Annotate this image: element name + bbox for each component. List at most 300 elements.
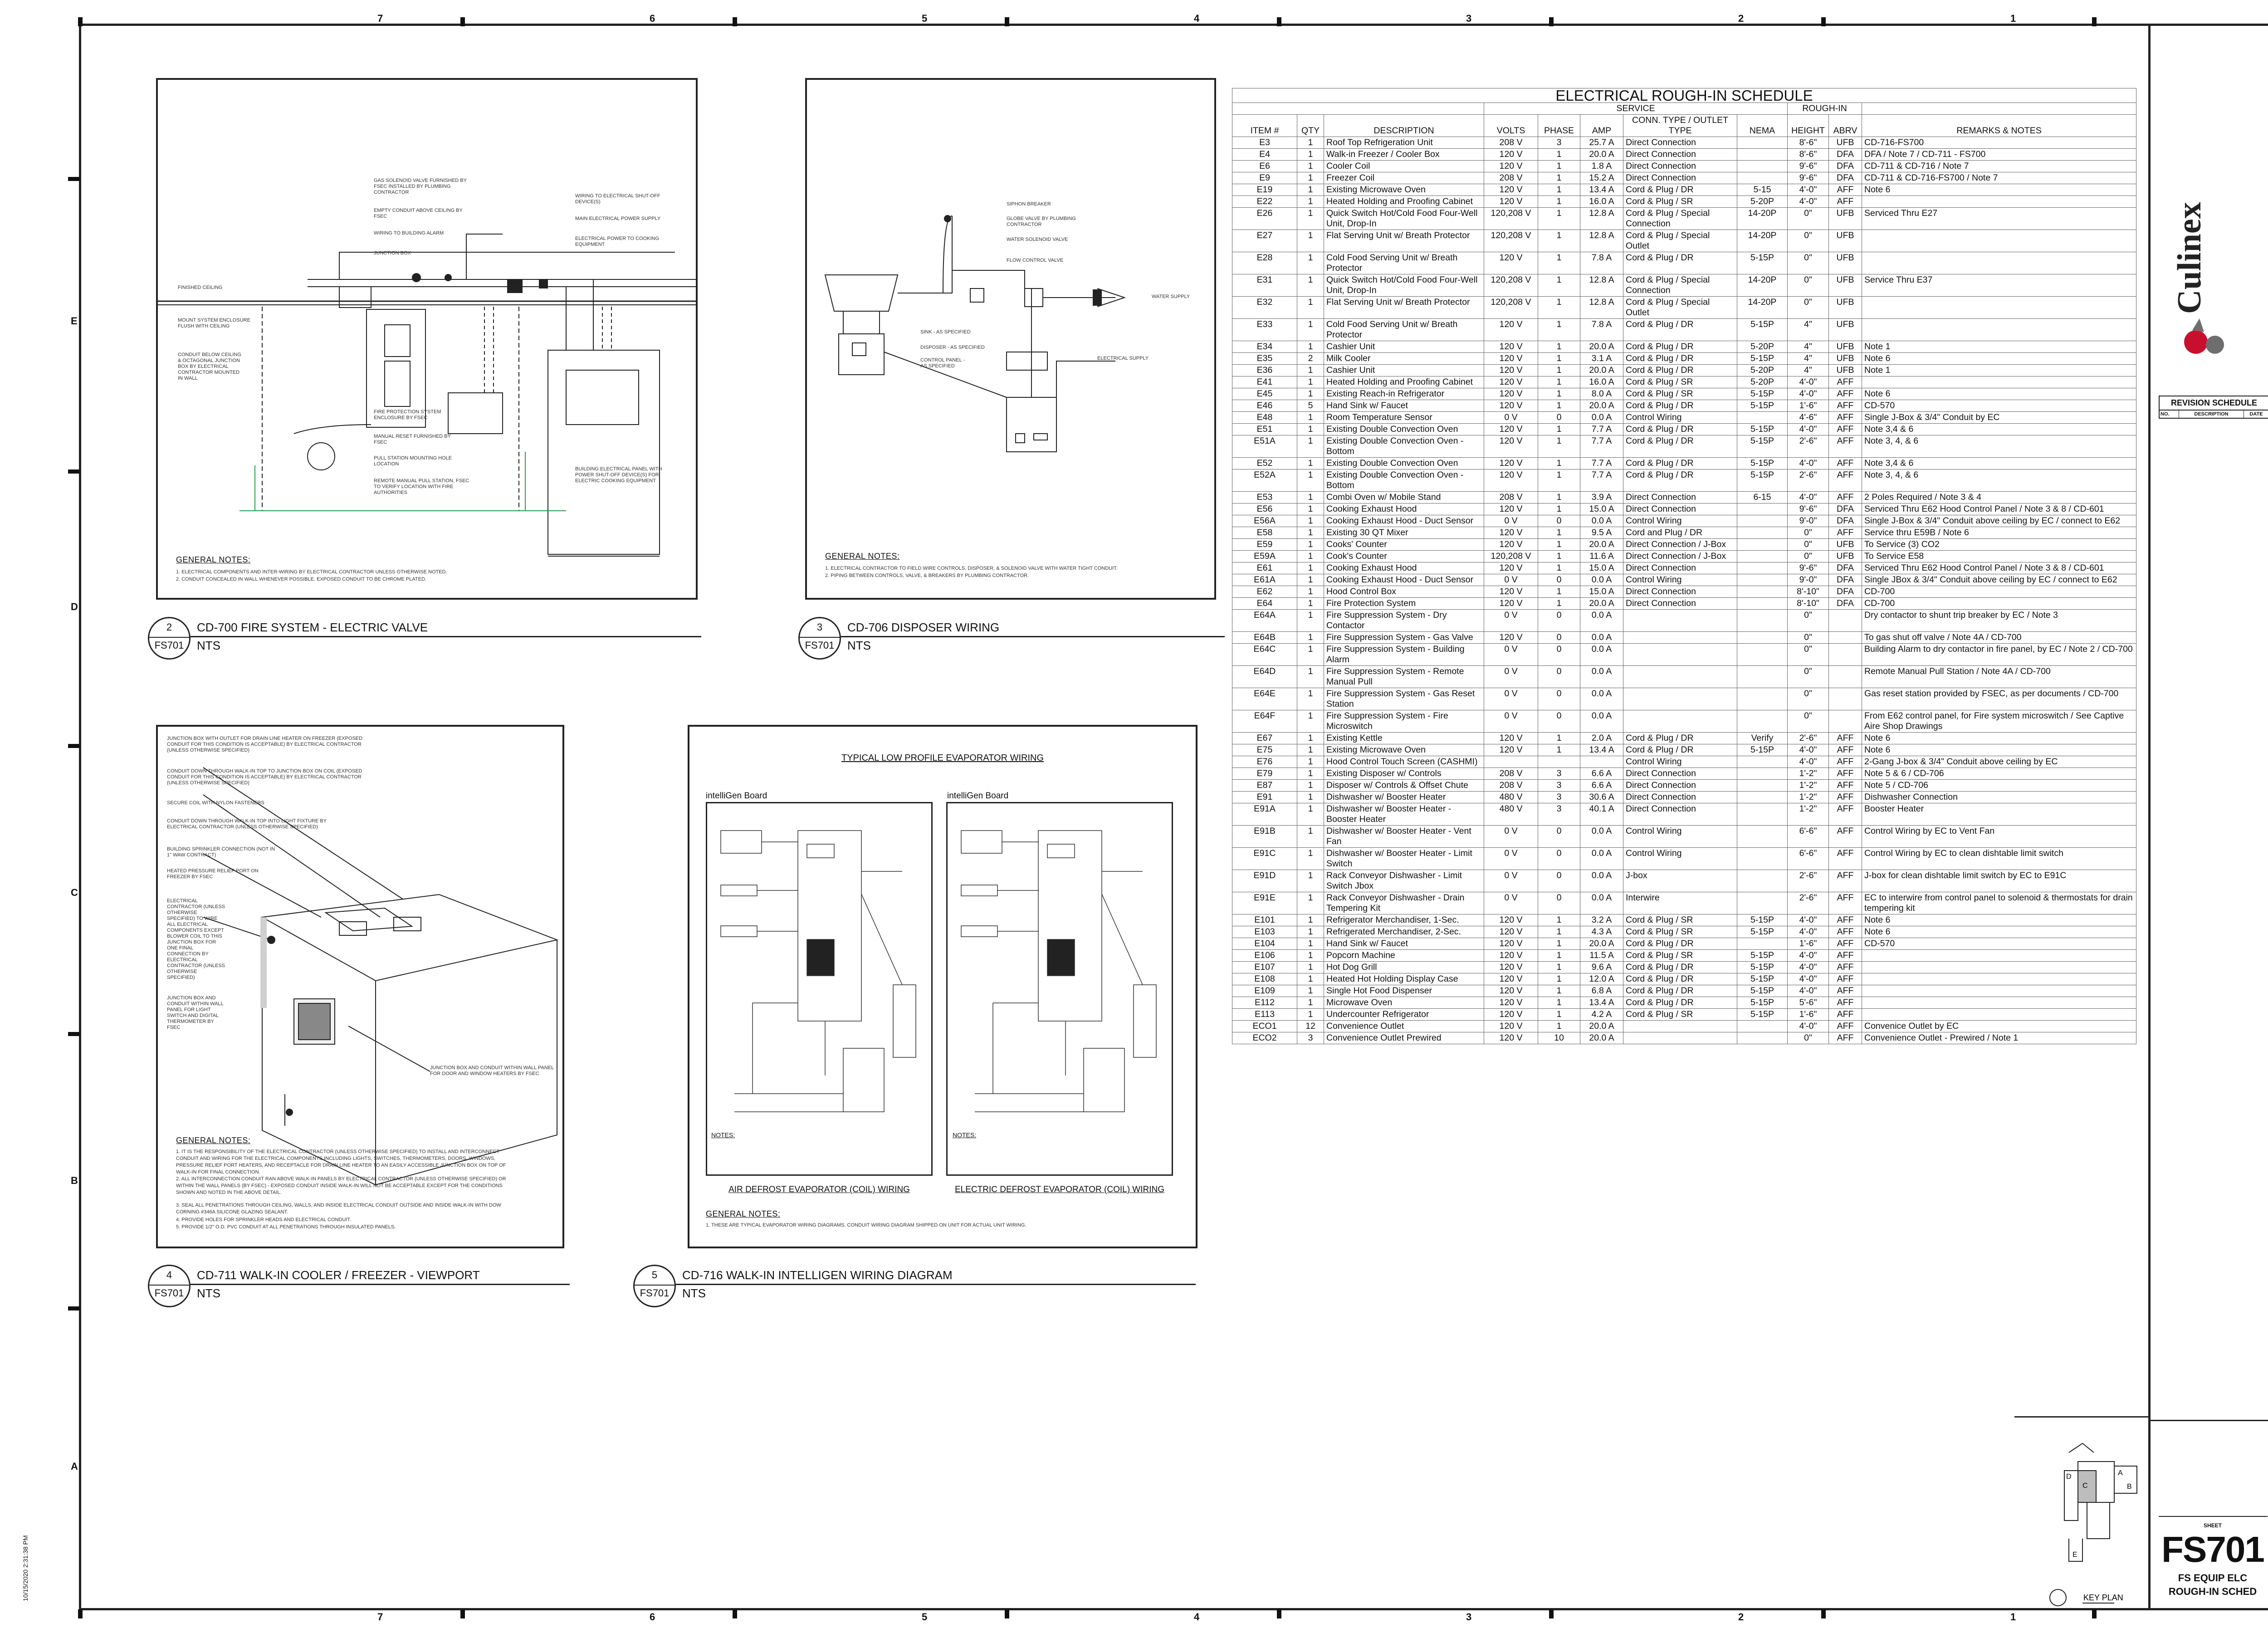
schedule-cell: 0 [1538, 666, 1580, 688]
schedule-cell [1623, 610, 1737, 632]
schedule-cell: Control Wiring by EC to clean dishtable limit switch [1862, 848, 2136, 870]
schedule-cell: 1 [1538, 744, 1580, 756]
schedule-cell: 1 [1538, 973, 1580, 985]
schedule-cell: To Service (3) CO2 [1862, 539, 2136, 551]
key-plan [2014, 1434, 2151, 1607]
schedule-cell: 1'-2" [1788, 803, 1829, 826]
schedule-cell: 0" [1788, 230, 1829, 252]
schedule-cell: 1 [1538, 1021, 1580, 1032]
callout-text: BUILDING SPRINKLER CONNECTION (NOT IN 1" WAW CONTRACT) [167, 846, 275, 858]
fire-system-drawing [158, 80, 696, 598]
schedule-cell [1580, 756, 1623, 768]
schedule-cell: AFF [1829, 733, 1862, 744]
schedule-cell: Cord and Plug / DR [1623, 527, 1737, 539]
schedule-cell: 1 [1297, 539, 1324, 551]
callout-text: FINISHED CEILING [178, 285, 223, 290]
detail-walkin-panel [156, 725, 564, 1248]
electric-defrost-wiring-box [946, 802, 1173, 1176]
electrical-rough-in-schedule [1232, 88, 2136, 1044]
zone-number: 6 [650, 1611, 655, 1623]
schedule-cell: 11.5 A [1580, 950, 1623, 962]
schedule-cell: DFA [1829, 574, 1862, 586]
schedule-cell: DFA [1829, 562, 1862, 574]
schedule-row [1232, 562, 2136, 574]
svg-text:Culinex: Culinex [2171, 202, 2208, 314]
schedule-cell: Cord & Plug / DR [1623, 973, 1737, 985]
air-defrost-caption: AIR DEFROST EVAPORATOR (COIL) WIRING [728, 1185, 910, 1194]
callout-text: SECURE COIL WITH NYLON FASTENERS [167, 800, 264, 806]
schedule-cell: 120 V [1484, 424, 1538, 435]
schedule-cell: 4'-0" [1788, 744, 1829, 756]
schedule-cell: E64B [1232, 632, 1297, 644]
schedule-cell: 120 V [1484, 365, 1538, 376]
callout-text: FIRE PROTECTION SYSTEM ENCLOSURE BY FSEC [374, 409, 441, 420]
callout-text: ELECTRICAL SUPPLY [1097, 356, 1149, 361]
schedule-cell: Cord & Plug / Special Outlet [1623, 297, 1737, 319]
schedule-cell: E101 [1232, 914, 1297, 926]
schedule-cell [1829, 688, 1862, 710]
schedule-cell: 2'-6" [1788, 870, 1829, 892]
schedule-cell: E45 [1232, 388, 1297, 400]
callout-text: CONDUIT DOWN THROUGH WALK-IN TOP TO JUNCTION BOX ON COIL (EXPOSED CONDUIT FOR THIS CONDITION IS ACCEPTABLE) BY ELECTRICAL CONTRACTOR (UNLESS OTHERWISE SPECIFIED) [167, 768, 362, 786]
zone-letter: A [71, 1461, 78, 1472]
schedule-cell [1737, 870, 1788, 892]
schedule-row [1232, 365, 2136, 376]
air-defrost-wiring-box [706, 802, 933, 1176]
schedule-cell: 5-15P [1737, 469, 1788, 492]
schedule-cell: 1 [1538, 950, 1580, 962]
schedule-cell: 1 [1538, 172, 1580, 184]
schedule-cell: 5 [1297, 400, 1324, 412]
schedule-cell: Cord & Plug / DR [1623, 997, 1737, 1009]
schedule-cell: Verify [1737, 733, 1788, 744]
schedule-cell: 1 [1297, 172, 1324, 184]
schedule-row [1232, 914, 2136, 926]
schedule-cell: 1 [1297, 319, 1324, 341]
schedule-cell: 12.8 A [1580, 297, 1623, 319]
schedule-cell: 1 [1297, 504, 1324, 515]
schedule-cell: 120 V [1484, 1032, 1538, 1044]
schedule-cell: 4'-0" [1788, 962, 1829, 973]
schedule-cell: 1 [1538, 435, 1580, 458]
schedule-row [1232, 492, 2136, 504]
schedule-cell: Hand Sink w/ Faucet [1324, 400, 1484, 412]
schedule-cell: AFF [1829, 196, 1862, 208]
schedule-row [1232, 161, 2136, 172]
schedule-cell: 1 [1297, 1009, 1324, 1021]
schedule-cell: 16.0 A [1580, 376, 1623, 388]
schedule-cell: 0.0 A [1580, 632, 1623, 644]
schedule-cell: 1 [1538, 161, 1580, 172]
schedule-cell [1737, 803, 1788, 826]
schedule-cell: E46 [1232, 400, 1297, 412]
schedule-cell: 5-15P [1737, 400, 1788, 412]
electric-defrost-caption: ELECTRIC DEFROST EVAPORATOR (COIL) WIRING [954, 1185, 1165, 1194]
schedule-cell: 480 V [1484, 803, 1538, 826]
schedule-cell: Rack Conveyor Dishwasher - Drain Tempering Kit [1324, 892, 1484, 914]
schedule-cell: J-box [1623, 870, 1737, 892]
schedule-cell: 7.7 A [1580, 469, 1623, 492]
schedule-cell: 15.0 A [1580, 586, 1623, 598]
schedule-cell: Control Wiring [1623, 756, 1737, 768]
zone-number: 5 [922, 13, 928, 24]
schedule-row [1232, 598, 2136, 610]
schedule-row [1232, 733, 2136, 744]
schedule-cell [1862, 319, 2136, 341]
zone-number: 7 [377, 1611, 383, 1623]
schedule-cell: CD-711 & CD-716 / Note 7 [1862, 161, 2136, 172]
schedule-cell: Cord & Plug / SR [1623, 376, 1737, 388]
callout-text: WIRING TO BUILDING ALARM [374, 230, 444, 236]
detail-number: 3 [816, 621, 823, 633]
schedule-cell: 7.7 A [1580, 424, 1623, 435]
schedule-cell [1737, 551, 1788, 562]
air-defrost-schematic [707, 803, 931, 1174]
schedule-cell: 9'-0" [1788, 574, 1829, 586]
schedule-cell: 0" [1788, 688, 1829, 710]
schedule-cell: 1 [1297, 744, 1324, 756]
culinex-logo-mark [2164, 196, 2264, 386]
detail-title: CD-711 WALK-IN COOLER / FREEZER - VIEWPORT [197, 1268, 480, 1282]
schedule-cell: E64C [1232, 644, 1297, 666]
schedule-cell: 4'-0" [1788, 196, 1829, 208]
schedule-cell: 8'-6" [1788, 149, 1829, 161]
schedule-cell: AFF [1829, 184, 1862, 196]
schedule-cell: Note 6 [1862, 733, 2136, 744]
schedule-cell: UFB [1829, 230, 1862, 252]
schedule-cell: AFF [1829, 768, 1862, 780]
svg-text:C: C [2082, 1482, 2088, 1490]
schedule-cell: Combi Oven w/ Mobile Stand [1324, 492, 1484, 504]
schedule-cell: UFB [1829, 297, 1862, 319]
schedule-row [1232, 950, 2136, 962]
schedule-cell: 0" [1788, 274, 1829, 297]
schedule-cell: 1 [1297, 632, 1324, 644]
schedule-cell: 1 [1538, 962, 1580, 973]
schedule-cell: 2'-6" [1788, 733, 1829, 744]
schedule-cell: 20.0 A [1580, 1032, 1623, 1044]
schedule-cell [1737, 644, 1788, 666]
schedule-cell: AFF [1829, 1032, 1862, 1044]
zone-number: 1 [2010, 1611, 2016, 1623]
schedule-cell: CD-700 [1862, 598, 2136, 610]
schedule-row [1232, 688, 2136, 710]
schedule-cell: UFB [1829, 365, 1862, 376]
schedule-cell: 20.0 A [1580, 400, 1623, 412]
general-notes-title: GENERAL NOTES: [706, 1209, 781, 1218]
schedule-cell: 0 V [1484, 412, 1538, 424]
schedule-cell: 14-20P [1737, 297, 1788, 319]
schedule-cell: 1'-6" [1788, 400, 1829, 412]
detail-title: CD-700 FIRE SYSTEM - ELECTRIC VALVE [197, 621, 428, 634]
schedule-cell: 120 V [1484, 938, 1538, 950]
schedule-cell: 208 V [1484, 780, 1538, 792]
callout-text: EMPTY CONDUIT ABOVE CEILING BY FSEC [374, 208, 463, 219]
schedule-cell: Existing 30 QT Mixer [1324, 527, 1484, 539]
schedule-row [1232, 424, 2136, 435]
schedule-cell: 0 [1538, 848, 1580, 870]
schedule-cell [1737, 1032, 1788, 1044]
schedule-cell: Note 3,4 & 6 [1862, 424, 2136, 435]
schedule-cell: 120 V [1484, 985, 1538, 997]
schedule-cell: 4'-0" [1788, 1021, 1829, 1032]
schedule-cell: 120 V [1484, 469, 1538, 492]
schedule-cell: 5-15P [1737, 1009, 1788, 1021]
schedule-cell: 12.8 A [1580, 274, 1623, 297]
schedule-cell: 1 [1538, 458, 1580, 469]
schedule-cell [1737, 848, 1788, 870]
schedule-cell: Building Alarm to dry contactor in fire panel, by EC / Note 2 / CD-700 [1862, 644, 2136, 666]
schedule-row [1232, 938, 2136, 950]
general-notes-title: GENERAL NOTES: [176, 1136, 251, 1145]
schedule-cell: 0.0 A [1580, 826, 1623, 848]
schedule-cell: Milk Cooler [1324, 353, 1484, 365]
schedule-cell: 0.0 A [1580, 848, 1623, 870]
schedule-cell: Heated Holding and Proofing Cabinet [1324, 376, 1484, 388]
sub-notes-title: NOTES: [953, 1131, 977, 1139]
schedule-cell: Control Wiring [1623, 412, 1737, 424]
col-abrv: ABRV [1829, 115, 1862, 137]
schedule-cell: 0 [1538, 710, 1580, 733]
schedule-cell: 5-15P [1737, 914, 1788, 926]
schedule-cell: Direct Connection [1623, 172, 1737, 184]
schedule-cell: E79 [1232, 768, 1297, 780]
schedule-cell: 6.6 A [1580, 780, 1623, 792]
sheet-title-line1: FS EQUIP ELC [2178, 1572, 2248, 1584]
schedule-cell: 208 V [1484, 172, 1538, 184]
schedule-cell: AFF [1829, 973, 1862, 985]
schedule-cell: 3 [1297, 1032, 1324, 1044]
schedule-cell: 1 [1297, 252, 1324, 274]
schedule-cell: UFB [1829, 353, 1862, 365]
schedule-row [1232, 527, 2136, 539]
schedule-cell: E6 [1232, 161, 1297, 172]
detail-title: CD-716 WALK-IN INTELLIGEN WIRING DIAGRAM [682, 1268, 953, 1282]
schedule-cell: Freezer Coil [1324, 172, 1484, 184]
schedule-cell: Single J-Box & 3/4" Conduit above ceiling by EC / connect to E62 [1862, 515, 2136, 527]
schedule-cell: 6.6 A [1580, 768, 1623, 780]
schedule-cell [1862, 230, 2136, 252]
schedule-cell: 120 V [1484, 997, 1538, 1009]
schedule-cell: 5-15P [1737, 926, 1788, 938]
schedule-cell: 11.6 A [1580, 551, 1623, 562]
schedule-cell: 120 V [1484, 539, 1538, 551]
schedule-row [1232, 792, 2136, 803]
schedule-cell: Direct Connection [1623, 792, 1737, 803]
schedule-cell: Direct Connection [1623, 768, 1737, 780]
schedule-row [1232, 744, 2136, 756]
schedule-cell: 1 [1297, 388, 1324, 400]
schedule-cell: 0.0 A [1580, 644, 1623, 666]
schedule-cell: E64A [1232, 610, 1297, 632]
schedule-cell: 1 [1297, 297, 1324, 319]
schedule-cell: 120 V [1484, 149, 1538, 161]
schedule-cell: 0 [1538, 632, 1580, 644]
schedule-cell: E32 [1232, 297, 1297, 319]
schedule-row [1232, 1032, 2136, 1044]
schedule-cell: 6'-6" [1788, 848, 1829, 870]
schedule-cell: Serviced Thru E62 Hood Control Panel / Note 3 & 8 / CD-601 [1862, 562, 2136, 574]
schedule-cell: Note 6 [1862, 926, 2136, 938]
schedule-cell: AFF [1829, 435, 1862, 458]
schedule-cell: Cord & Plug / DR [1623, 435, 1737, 458]
schedule-cell: E91B [1232, 826, 1297, 848]
schedule-cell: Room Temperature Sensor [1324, 412, 1484, 424]
schedule-cell: 3 [1538, 792, 1580, 803]
schedule-cell: 1.8 A [1580, 161, 1623, 172]
schedule-cell: DFA [1829, 586, 1862, 598]
schedule-cell: E19 [1232, 184, 1297, 196]
schedule-cell: Serviced Thru E62 Hood Control Panel / Note 3 & 8 / CD-601 [1862, 504, 2136, 515]
schedule-cell: 120 V [1484, 598, 1538, 610]
schedule-cell: Existing Double Convection Oven [1324, 458, 1484, 469]
schedule-cell: 0 [1538, 892, 1580, 914]
schedule-cell: Convenience Outlet [1324, 1021, 1484, 1032]
schedule-cell: Cord & Plug / DR [1623, 744, 1737, 756]
schedule-cell: 9'-6" [1788, 161, 1829, 172]
callout-text: WIRING TO ELECTRICAL SHUT-OFF DEVICE(S) [575, 193, 660, 205]
schedule-cell: Dishwasher w/ Booster Heater - Limit Switch [1324, 848, 1484, 870]
schedule-cell: Cook's Counter [1324, 551, 1484, 562]
schedule-cell: Serviced Thru E27 [1862, 208, 2136, 230]
schedule-cell [1737, 504, 1788, 515]
schedule-cell: Existing Kettle [1324, 733, 1484, 744]
schedule-cell: CD-716-FS700 [1862, 137, 2136, 149]
schedule-cell: 1 [1297, 469, 1324, 492]
schedule-cell: Control Wiring [1623, 826, 1737, 848]
schedule-cell: 20.0 A [1580, 365, 1623, 376]
schedule-cell: Note 1 [1862, 341, 2136, 353]
schedule-cell: Cord & Plug / SR [1623, 950, 1737, 962]
schedule-cell: Interwire [1623, 892, 1737, 914]
detail-scale: NTS [847, 639, 871, 652]
sub-notes-title: NOTES: [711, 1131, 735, 1139]
schedule-cell [1737, 149, 1788, 161]
schedule-cell: CD-570 [1862, 938, 2136, 950]
schedule-cell [1829, 610, 1862, 632]
schedule-cell: Fire Suppression System - Gas Reset Station [1324, 688, 1484, 710]
schedule-cell: 9'-6" [1788, 172, 1829, 184]
schedule-cell: 120 V [1484, 973, 1538, 985]
schedule-cell: 8.0 A [1580, 388, 1623, 400]
schedule-cell [1862, 1009, 2136, 1021]
schedule-cell: 0 V [1484, 666, 1538, 688]
general-note: 2. CONDUIT CONCEALED IN WALL WHENEVER POSSIBLE. EXPOSED CONDUIT TO BE CHROME PLATED. [176, 577, 426, 582]
schedule-cell: 1 [1297, 208, 1324, 230]
schedule-cell: 1 [1297, 137, 1324, 149]
schedule-cell: E103 [1232, 926, 1297, 938]
schedule-cell: 5-15P [1737, 424, 1788, 435]
revision-schedule [2159, 396, 2268, 419]
general-note: 1. THESE ARE TYPICAL EVAPORATOR WIRING DIAGRAMS. CONDUIT WIRING DIAGRAM SHIPPED ON UNIT FOR ACTUAL UNIT WIRING. [706, 1222, 1026, 1228]
schedule-cell: 1 [1538, 252, 1580, 274]
schedule-cell: 6.8 A [1580, 985, 1623, 997]
schedule-row [1232, 803, 2136, 826]
schedule-cell: DFA [1829, 504, 1862, 515]
schedule-cell: Note 3, 4, & 6 [1862, 469, 2136, 492]
schedule-cell: AFF [1829, 892, 1862, 914]
schedule-cell: E108 [1232, 973, 1297, 985]
schedule-cell: 120,208 V [1484, 230, 1538, 252]
board-label-right: intelliGen Board [947, 791, 1009, 801]
schedule-cell [1737, 412, 1788, 424]
schedule-row [1232, 1021, 2136, 1032]
schedule-cell: Fire Suppression System - Building Alarm [1324, 644, 1484, 666]
schedule-cell: Note 3,4 & 6 [1862, 458, 2136, 469]
callout-text: MOUNT SYSTEM ENCLOSURE FLUSH WITH CEILING [178, 318, 250, 329]
schedule-cell: Note 6 [1862, 914, 2136, 926]
schedule-cell: AFF [1829, 914, 1862, 926]
schedule-row [1232, 515, 2136, 527]
schedule-cell: Popcorn Machine [1324, 950, 1484, 962]
schedule-cell: UFB [1829, 319, 1862, 341]
schedule-cell: 15.0 A [1580, 562, 1623, 574]
schedule-cell: 1 [1297, 803, 1324, 826]
schedule-cell: Fire Suppression System - Fire Microswitch [1324, 710, 1484, 733]
schedule-cell: 120 V [1484, 1009, 1538, 1021]
callout-text: MAIN ELECTRICAL POWER SUPPLY [575, 216, 661, 221]
schedule-cell: UFB [1829, 252, 1862, 274]
col-item: ITEM # [1232, 115, 1297, 137]
schedule-cell: E52A [1232, 469, 1297, 492]
schedule-cell: 1 [1538, 539, 1580, 551]
zone-number: 5 [922, 1611, 928, 1623]
schedule-row [1232, 973, 2136, 985]
schedule-cell: Cooler Coil [1324, 161, 1484, 172]
callout-text: GLOBE VALVE BY PLUMBING CONTRACTOR [1007, 216, 1076, 227]
schedule-row [1232, 149, 2136, 161]
schedule-cell: E109 [1232, 985, 1297, 997]
schedule-cell: 1 [1297, 515, 1324, 527]
schedule-cell [1737, 938, 1788, 950]
schedule-cell: 0 [1538, 644, 1580, 666]
schedule-cell: 1 [1297, 365, 1324, 376]
schedule-cell: Convenience Outlet - Prewired / Note 1 [1862, 1032, 2136, 1044]
schedule-cell: DFA / Note 7 / CD-711 - FS700 [1862, 149, 2136, 161]
disposer-drawing [807, 80, 1214, 598]
schedule-cell: 1 [1538, 1009, 1580, 1021]
detail-scale: NTS [682, 1286, 706, 1300]
schedule-cell [1829, 666, 1862, 688]
schedule-cell: 12 [1297, 1021, 1324, 1032]
schedule-cell [1862, 376, 2136, 388]
zone-letter: C [71, 887, 78, 898]
schedule-cell: AFF [1829, 458, 1862, 469]
schedule-cell: Cord & Plug / DR [1623, 353, 1737, 365]
schedule-cell: 5-20P [1737, 341, 1788, 353]
schedule-cell: 5-15P [1737, 319, 1788, 341]
schedule-cell: E87 [1232, 780, 1297, 792]
schedule-cell: Convenice Outlet by EC [1862, 1021, 2136, 1032]
schedule-row [1232, 586, 2136, 598]
schedule-cell: 1 [1297, 492, 1324, 504]
col-height: HEIGHT [1788, 115, 1829, 137]
schedule-row [1232, 184, 2136, 196]
schedule-cell [1862, 252, 2136, 274]
schedule-cell: AFF [1829, 950, 1862, 962]
schedule-cell [1623, 688, 1737, 710]
schedule-cell: 0" [1788, 252, 1829, 274]
schedule-cell: 0 [1538, 826, 1580, 848]
col-volts: VOLTS [1484, 115, 1538, 137]
schedule-cell: E48 [1232, 412, 1297, 424]
schedule-cell: 20.0 A [1580, 598, 1623, 610]
schedule-cell: UFB [1829, 341, 1862, 353]
schedule-cell: 1 [1538, 319, 1580, 341]
schedule-row [1232, 208, 2136, 230]
schedule-cell [1862, 962, 2136, 973]
schedule-cell: 4" [1788, 319, 1829, 341]
